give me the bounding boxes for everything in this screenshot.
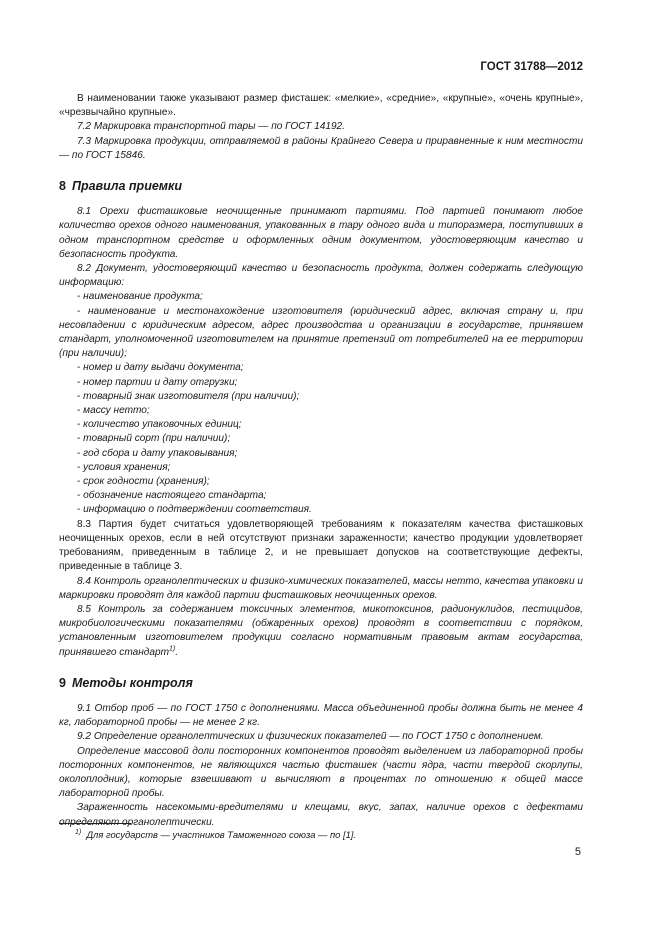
section-8-title: Правила приемки — [71, 179, 182, 194]
section-9-number: 9 — [59, 675, 66, 690]
document-body — [59, 92, 583, 830]
clause-9-2: 9.2 Определение органолептических и физических показателей — по ГОСТ 1750 с дополнением. — [77, 731, 544, 743]
page-number: 5 — [574, 846, 581, 858]
list-item: - наименование и местонахождение изготовителя (юридический адрес, включая страну и, при несовпадении с юридическим адресом, адрес производства и организации в государстве, принявшем стандарт, уполномоченной изготовителем на принятие претензий от потребителей на ее территории (при наличии); — [59, 305, 583, 362]
footnote-reference[interactable]: 1) — [169, 645, 176, 653]
clause-8-1: 8.1 Орехи фисташковые неочищенные принимают партиями. Под партией понимают любое количество орехов одного наименования, упакованных в тару одного вида и типоразмера, поступивших в одном транспортном средстве и оформленных одним документом, удостоверяющим качество и безопасность продукта. — [59, 206, 583, 260]
clause-8-5-end: . — [175, 646, 179, 658]
list-item: - обозначение настоящего стандарта; — [59, 489, 583, 503]
clause-8-2: 8.2 Документ, удостоверяющий качество и безопасность продукта, должен содержать следующую информацию: — [59, 263, 583, 289]
list-item: - наименование продукта; — [59, 290, 583, 304]
list-item: - условия хранения; — [59, 461, 583, 475]
list-item: - срок годности (хранения); — [59, 475, 583, 489]
list-item: - номер и дату выдачи документа; — [59, 361, 583, 375]
section-8-heading — [59, 179, 583, 193]
section-9-heading — [59, 676, 583, 690]
clause-9-2-infestation: Зараженность насекомыми-вредителями и клещами, вкус, запах, наличие орехов с дефектами определяют органолептически. — [59, 802, 583, 828]
clause-8-3: 8.3 Партия будет считаться удовлетворяющей требованиям к показателям качества фисташковых неочищенных орехов, если в ней отсутствуют признаки зараженности; качество продукции удовлетворяет требованиям, приведенным в таблице 2, и не превышает допусков на соответствующие дефекты, приведенные в таблице 3. — [59, 518, 583, 573]
clause-7-3: 7.3 Маркировка продукции, отправляемой в районы Крайнего Севера и приравненные к ним местности — по ГОСТ 15846. — [59, 135, 583, 161]
list-item: - массу нетто; — [59, 404, 583, 418]
clause-9-2-foreign-matter: Определение массовой доли посторонних компонентов проводят выделением из лабораторной пробы посторонних компонентов, не являющихся частью фисташек (части ядра, части твердой скорлупы, околоплодник), которые взвешивают и вычисляют в процентах по отношению к общей массе лабораторной пробы. — [59, 745, 583, 800]
list-item: - информацию о подтверждении соответствия. — [59, 503, 583, 517]
footnote-mark: 1) — [75, 828, 82, 836]
clause-8-5-text: 8.5 Контроль за содержанием токсичных элементов, микотоксинов, радионуклидов, пестицидов, микробиологическими показателями (обжаренных орехов) проводят в соответствии с порядком, установленным изготовителем продукции согласно нормативным правовым актам государства, принявшего стандарт — [59, 603, 583, 658]
footnote — [75, 829, 356, 840]
document-code-header: ГОСТ 31788—2012 — [480, 61, 583, 73]
list-item: - товарный сорт (при наличии); — [59, 432, 583, 446]
clause-7-2: 7.2 Маркировка транспортной тары — по ГОСТ 14192. — [77, 121, 345, 133]
clause-8-4: 8.4 Контроль органолептических и физико-химических показателей, массы нетто, качества упаковки и маркировки проводят для каждой партии фисташковых неочищенных орехов. — [59, 575, 583, 601]
footnote-divider — [59, 823, 131, 824]
list-item: - номер партии и дату отгрузки; — [59, 376, 583, 390]
intro-paragraph-size: В наименовании также указывают размер фисташек: «мелкие», «средние», «крупные», «очень крупные», «чрезвычайно крупные». — [59, 93, 583, 119]
footnote-text: Для государств — участников Таможенного союза — по [1]. — [86, 829, 357, 840]
section-9-title: Методы контроля — [71, 675, 193, 690]
clause-9-1: 9.1 Отбор проб — по ГОСТ 1750 с дополнениями. Масса объединенной пробы должна быть не менее 4 кг, лабораторной пробы — не менее 2 кг. — [59, 702, 583, 729]
clause-8-5 — [59, 603, 583, 660]
list-item: - количество упаковочных единиц; — [59, 418, 583, 432]
section-8-number: 8 — [59, 179, 66, 194]
list-item: - год сбора и дату упаковывания; — [59, 447, 583, 461]
list-item: - товарный знак изготовителя (при наличии); — [59, 390, 583, 404]
